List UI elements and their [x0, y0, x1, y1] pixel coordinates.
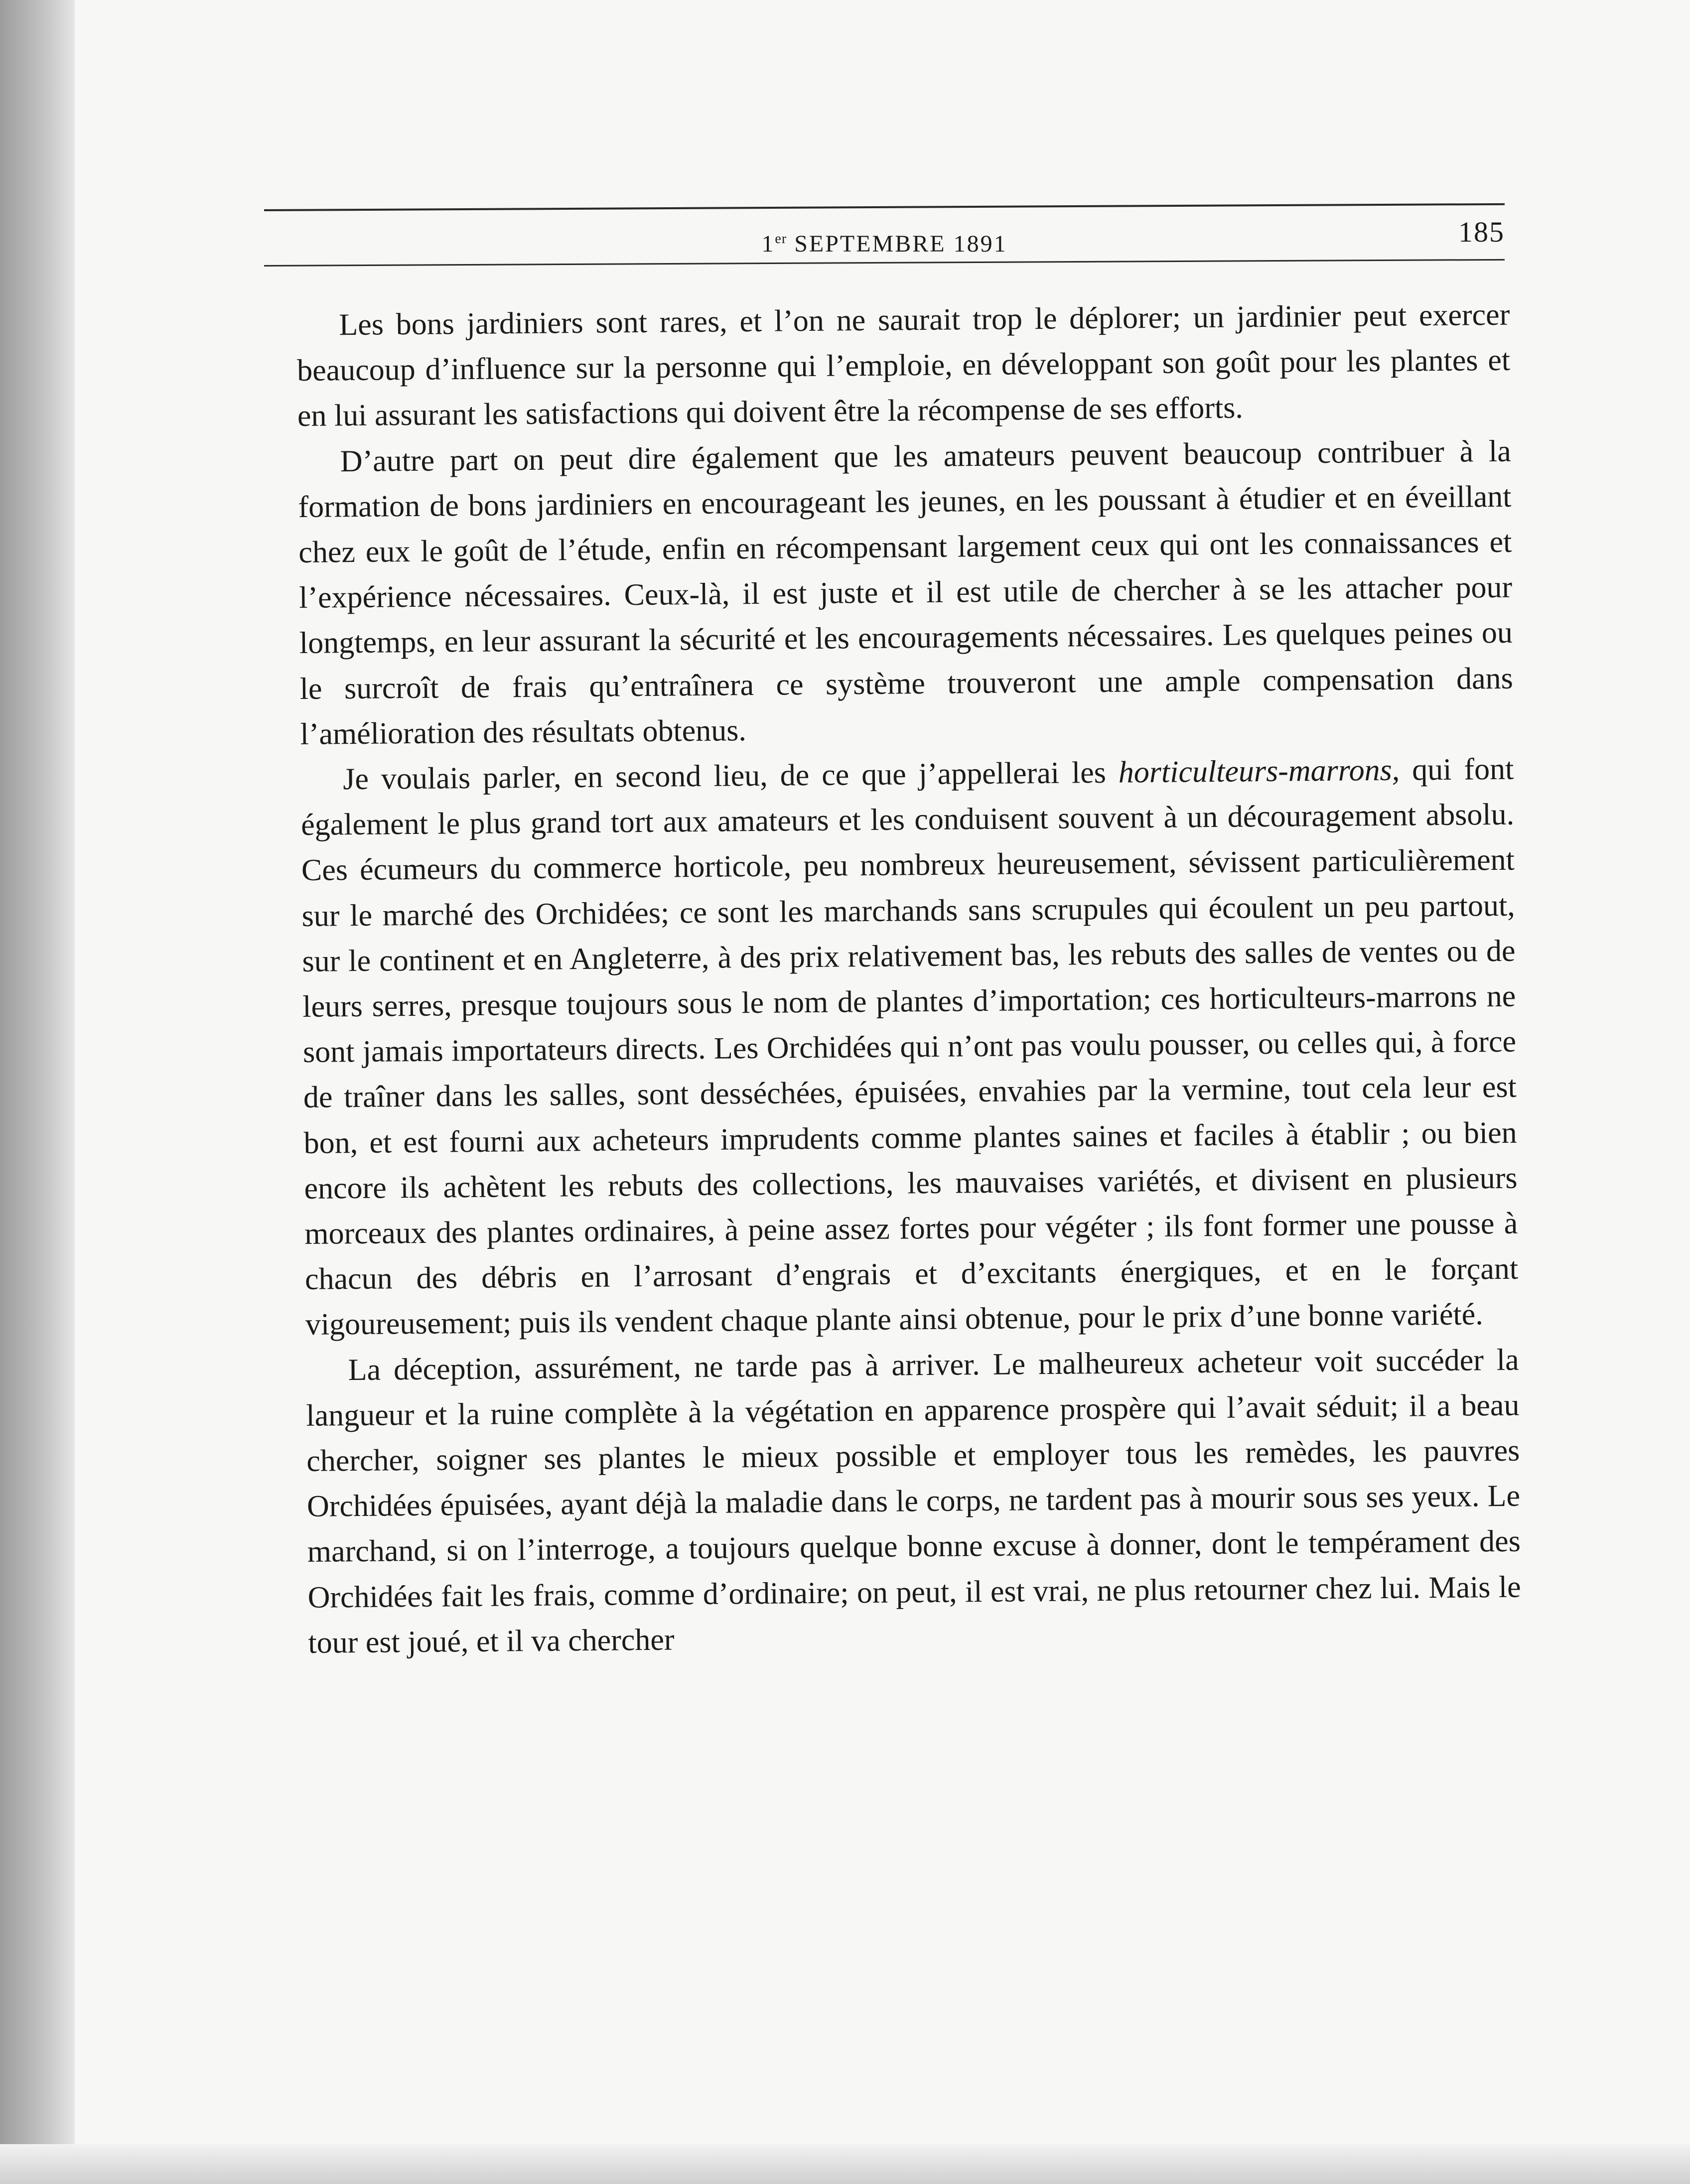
paragraph-2: D’autre part on peut dire également que les amateurs peuvent beaucoup contribuer à la formation de bons jardiniers en encourageant les jeunes, en les poussant à étudier et en éveillant chez eux le goût de l’étude, enfin en récompensant largement ceux qui ont les connaissances et l’expérience nécessaires. Ceux-là, il est juste et il est utile de chercher à se les attacher pour longtemps, en leur assurant la sécurité et les encouragements nécessaires. Les quelques peines ou le surcroît de frais qu’entraînera ce système trouveront une ample compensation dans l’amélioration des résultats obtenus. — [298, 434, 1513, 751]
paragraph-4: La déception, assurément, ne tarde pas à arriver. Le malheureux acheteur voit succéder la langueur et la ruine complète à la végétation en apparence prospère qui l’avait séduit; il a beau chercher, soigner ses plantes le mieux possible et employer tous les remèdes, les pauvres Orchidées épuisées, ayant déjà la maladie dans le corps, ne tardent pas à mourir sous ses yeux. Le marchand, si on l’interroge, a toujours quelque bonne excuse à donner, dont le tempérament des Orchidées fait les frais, comme d’ordinaire; on peut, il est vrai, ne plus retourner chez lui. Mais le tour est joué, et il va chercher — [306, 1343, 1521, 1660]
header-rule-top — [264, 203, 1505, 211]
page-number: 185 — [1458, 216, 1505, 248]
date-month-year: SEPTEMBRE 1891 — [787, 231, 1007, 257]
paragraph-3-rest: qui font également le plus grand tort aux amateurs et les conduisent souvent à un découragement absolu. Ces écumeurs du commerce horticole, peu nombreux heureusement, sévissent particulièrement sur le marché des Orchidées; ce sont les marchands sans scrupules qui écoulent un peu partout, sur le continent et en Angleterre, à des prix relativement bas, les rebuts des salles de ventes ou de leurs serres, presque toujours sous le nom de plantes d’importation; ces horticulteurs-marrons ne sont jamais importateurs directs. Les Orchidées qui n’ont pas voulu pousser, ou celles qui, à force de traîner dans les salles, sont desséchées, épuisées, envahies par la vermine, tout cela leur est bon, et est fourni aux acheteurs imprudents comme plantes saines et faciles à établir ; ou bien encore ils achètent les rebuts des collections, les mauvaises variétés, et divisent en plusieurs morceaux des plantes ordinaires, à peine assez fortes pour végéter ; ils font former une pousse à chacun des débris en l’arrosant d’engrais et d’excitants énergiques, et en le forçant vigoureusement; puis ils vendent chaque plante ainsi obtenue, pour le prix d’une bonne variété. — [300, 752, 1519, 1342]
date-day-suffix: er — [775, 231, 787, 247]
paragraph-3-start: Je voulais parler, en second lieu, de ce que j’appellerai les — [343, 755, 1119, 797]
date-day: 1 — [761, 231, 775, 257]
scan-shadow-bottom — [0, 2144, 1690, 2184]
scan-shadow-left — [0, 0, 75, 2184]
book-page — [75, 0, 1690, 2144]
italic-term-horticulteurs-marrons: horticulteurs-marrons, — [1118, 753, 1400, 790]
paragraph-3 — [300, 747, 1519, 1348]
running-title — [264, 219, 1505, 264]
running-header — [264, 179, 1505, 269]
paragraph-1: Les bons jardiniers sont rares, et l’on ne saurait trop le déplorer; un jardinier peut exercer beaucoup d’influence sur la personne qui l’emploie, en développant son goût pour les plantes et en lui assurant les satisfactions qui doivent être la récompense de ses efforts. — [296, 297, 1511, 433]
body-text — [296, 292, 1522, 1666]
